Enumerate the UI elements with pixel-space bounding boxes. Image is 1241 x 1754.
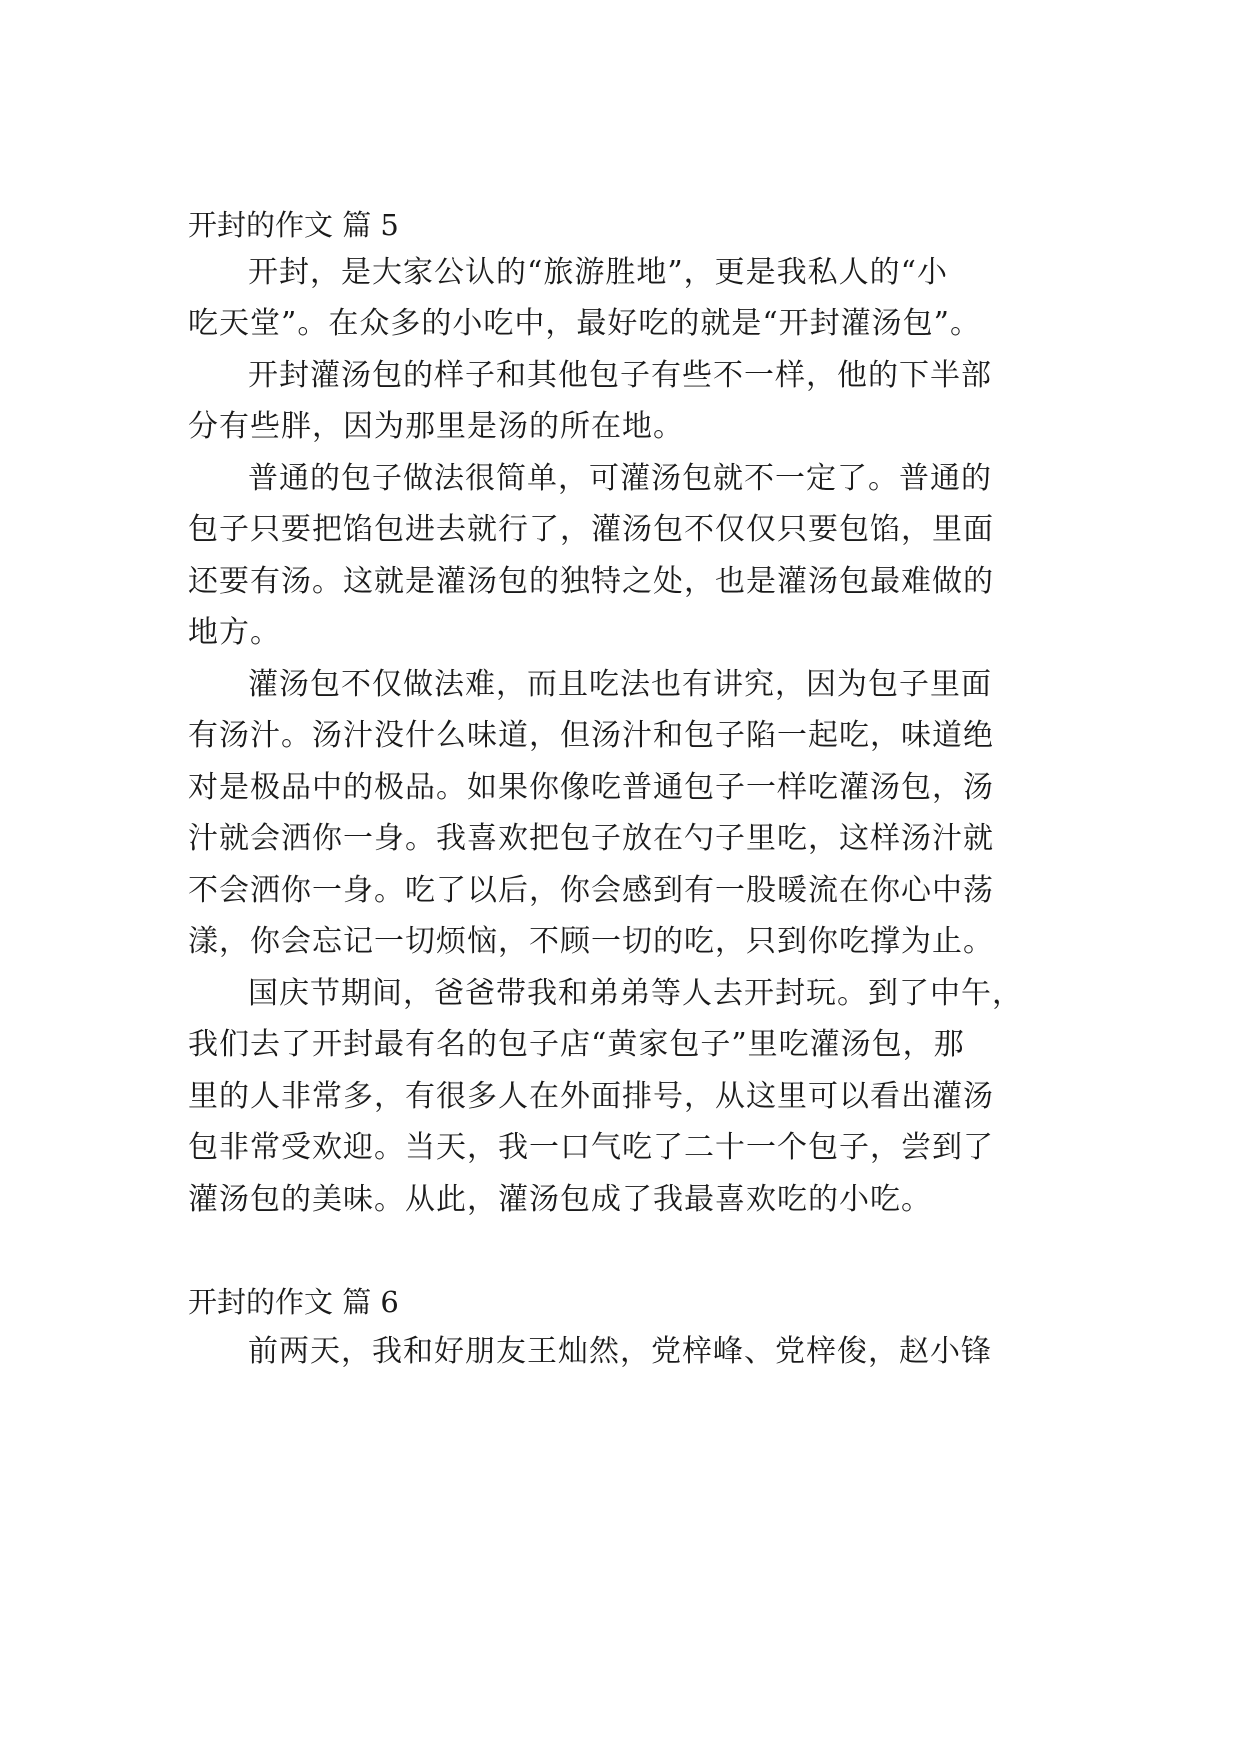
paragraph-line: 里的人非常多，有很多人在外面排号，从这里可以看出灌汤 [188, 1079, 994, 1114]
paragraph-line: 分有些胖，因为那里是汤的所在地。 [188, 409, 684, 444]
paragraph-line: 前两天，我和好朋友王灿然，党梓峰、党梓俊，赵小锋 [248, 1334, 992, 1369]
paragraph-line: 吃天堂”。在众多的小吃中，最好吃的就是“开封灌汤包”。 [188, 306, 982, 341]
paragraph-line: 对是极品中的极品。如果你像吃普通包子一样吃灌汤包，汤 [188, 770, 994, 805]
paragraph-line: 开封灌汤包的样子和其他包子有些不一样，他的下半部 [248, 358, 992, 393]
paragraph-line: 有汤汁。汤汁没什么味道，但汤汁和包子陷一起吃，味道绝 [188, 718, 994, 753]
paragraph-line: 普通的包子做法很简单，可灌汤包就不一定了。普通的 [248, 461, 992, 496]
paragraph-line: 我们去了开封最有名的包子店“黄家包子”里吃灌汤包，那 [188, 1027, 965, 1062]
paragraph-line: 开封，是大家公认的“旅游胜地”，更是我私人的“小 [248, 255, 949, 290]
paragraph-line: 灌汤包不仅做法难，而且吃法也有讲究，因为包子里面 [248, 667, 992, 702]
paragraph-line: 不会洒你一身。吃了以后，你会感到有一股暖流在你心中荡 [188, 873, 994, 908]
paragraph-line: 灌汤包的美味。从此，灌汤包成了我最喜欢吃的小吃。 [188, 1182, 932, 1217]
paragraph-line: 包子只要把馅包进去就行了，灌汤包不仅仅只要包馅，里面 [188, 512, 994, 547]
paragraph-line: 还要有汤。这就是灌汤包的独特之处，也是灌汤包最难做的 [188, 564, 994, 599]
paragraph-line: 国庆节期间，爸爸带我和弟弟等人去开封玩。到了中午， [248, 976, 1023, 1011]
section-heading: 开封的作文 篇 6 [188, 1285, 399, 1319]
paragraph-line: 地方。 [188, 615, 281, 650]
paragraph-line: 汁就会洒你一身。我喜欢把包子放在勺子里吃，这样汤汁就 [188, 821, 994, 856]
paragraph-line: 漾，你会忘记一切烦恼，不顾一切的吃，只到你吃撑为止。 [188, 924, 994, 959]
section-heading: 开封的作文 篇 5 [188, 208, 399, 242]
paragraph-line: 包非常受欢迎。当天，我一口气吃了二十一个包子，尝到了 [188, 1130, 994, 1165]
